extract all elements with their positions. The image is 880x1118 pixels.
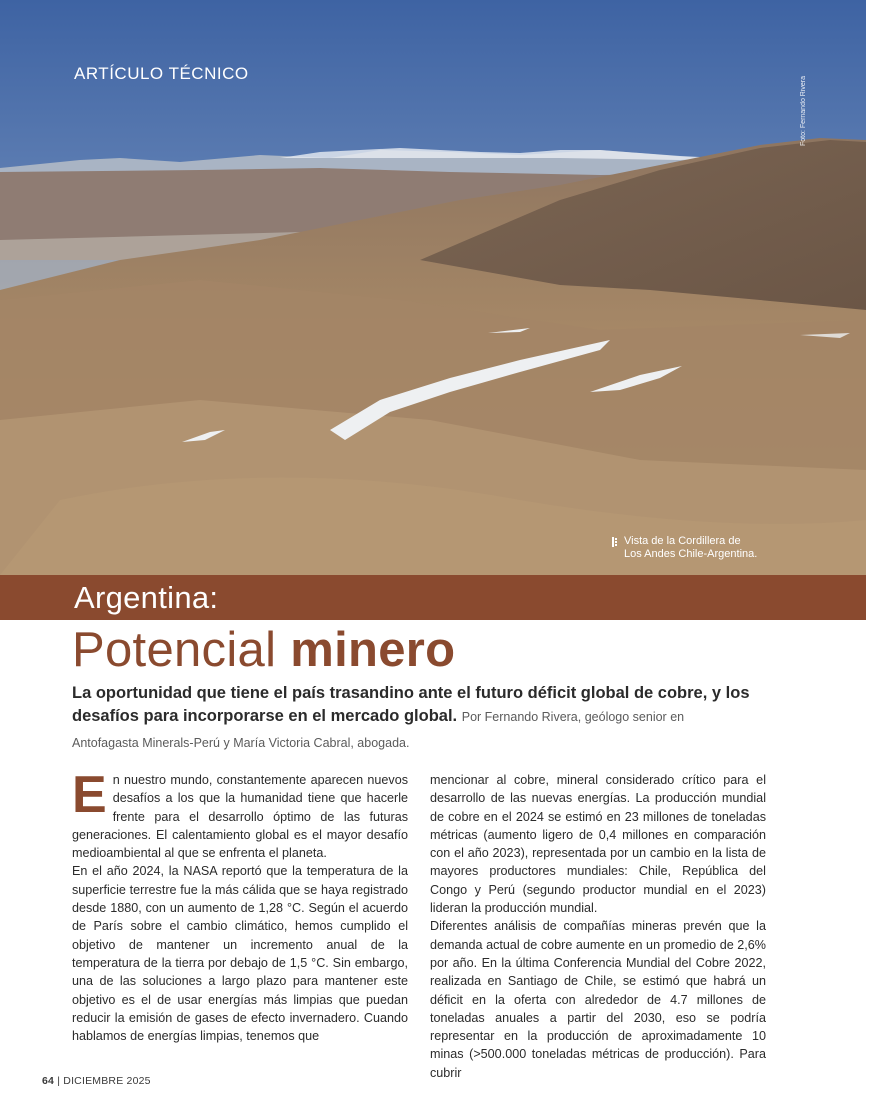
photo-caption xyxy=(624,535,784,561)
section-label: ARTÍCULO TÉCNICO xyxy=(74,64,249,83)
byline-part1: Por Fernando Rivera, geólogo senior en xyxy=(461,710,685,724)
body-paragraph-2: En el año 2024, la NASA reportó que la temperatura de la superficie terrestre fue la más cálida que se haya registrado desde 1880, con un aumento de 1,28 °C. Según el acuerdo de París sobre el cambio climático, hemos cumplido el objetivo de mantener un incremento anual de la temperatura de la tierra por debajo de 1,5 °C. Sin embargo, una de las soluciones a largo plazo para mantener este objetivo es el de usar energías más limpias que puedan reducir la emisión de gases de efecto invernadero. Cuando hablamos de energías limpias, tenemos que xyxy=(72,864,408,1044)
body-paragraph xyxy=(72,766,408,862)
paragraph-1-text: n nuestro mundo, constantemente aparecen nuevos desafíos a los que la humanidad tiene que hacerle frente para el desarrollo óptimo de las futuras generaciones. El calentamiento global es el mayor desafío medioambiental al que se enfrenta el planeta. xyxy=(72,773,408,861)
photo-credit: Foto: Fernando Rivera xyxy=(800,75,807,146)
page-footer xyxy=(42,1075,151,1087)
body-column-right xyxy=(430,771,766,1082)
deck-summary: La oportunidad que tiene el país trasandino ante el futuro déficit global de cobre, y los desafíos para incorporarse en el mercado global. xyxy=(72,684,750,725)
body-paragraph-4: Diferentes análisis de compañías mineras prevén que la demanda actual de cobre aumente en un promedio de 2,6% por año. En la última Conferencia Mundial del Cobre 2022, realizada en Santiago de Chile, se estimó que habrá un déficit en la oferta con alrededor de 4.7 millones de toneladas anuales a partir del 2030, eso se podría representar en la producción de aproximadamente 10 minas (>500.000 toneladas métricas de producción). Para cubrir xyxy=(430,919,766,1080)
folio-separator: | xyxy=(57,1075,61,1087)
body-column-left xyxy=(72,766,408,1045)
drop-cap: E xyxy=(72,766,107,824)
issue-date: DICIEMBRE 2025 xyxy=(63,1075,151,1087)
photo-caption-line2: Los Andes Chile-Argentina. xyxy=(624,548,758,560)
title-bold: minero xyxy=(290,623,456,677)
byline-part2: Antofagasta Minerals-Perú y María Victoria Cabral, abogada. xyxy=(72,736,410,750)
photo-caption-line1: Vista de la Cordillera de xyxy=(624,535,741,547)
caption-marker-icon xyxy=(612,537,619,547)
page-title xyxy=(72,622,455,678)
kicker: Argentina: xyxy=(74,580,219,615)
page-number: 64 xyxy=(42,1075,55,1087)
body-paragraph-3: mencionar al cobre, mineral considerado crítico para el desarrollo de las nuevas energías. La producción mundial de cobre en el 2024 se estimó en 23 millones de toneladas métricas (aumento ligero de 0,4 millones en comparación con el año 2023), representada por un cambio en la lista de mayores productores mundiales: Chile, República del Congo y Perú (segundo productor mundial en el 2023) lideran la producción mundial. xyxy=(430,773,766,916)
title-light: Potencial xyxy=(72,623,277,677)
deck xyxy=(72,682,788,729)
